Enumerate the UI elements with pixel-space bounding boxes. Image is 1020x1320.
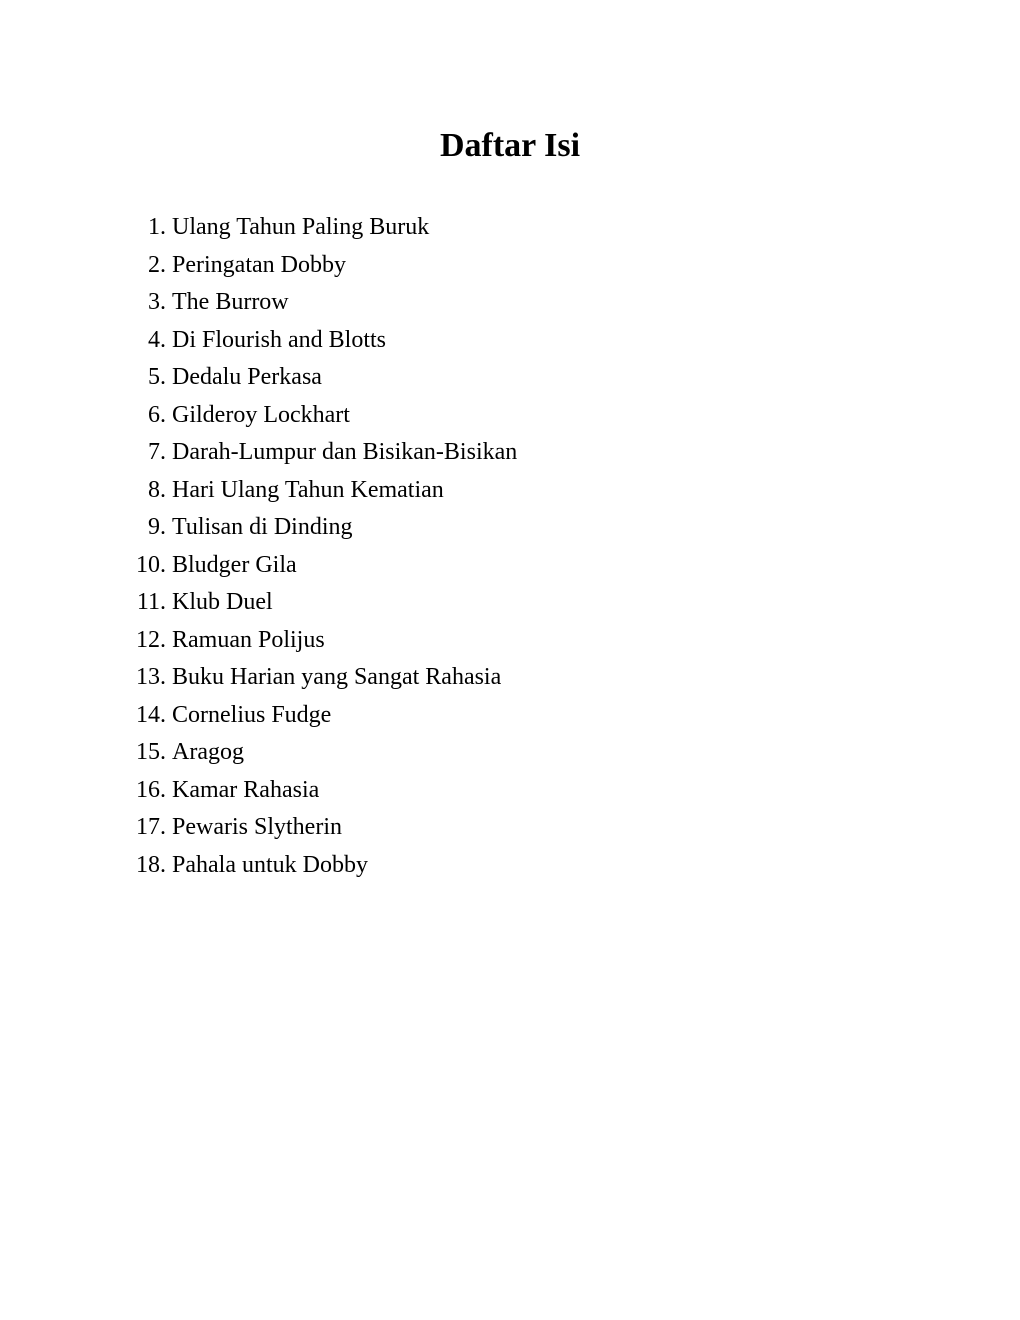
toc-item-number: 10. <box>136 551 166 578</box>
toc-item-number: 15. <box>136 739 166 765</box>
toc-item-label: Bludger Gila <box>172 551 297 578</box>
toc-item-label: Cornelius Fudge <box>172 701 332 728</box>
toc-item-number: 16. <box>136 776 166 803</box>
toc-item-label: Dedalu Perkasa <box>172 364 322 390</box>
toc-item-label: The Burrow <box>172 289 289 315</box>
toc-item-number: 1. <box>148 214 166 240</box>
toc-item-number: 7. <box>148 439 166 465</box>
toc-item-label: Pewaris Slytherin <box>172 814 342 840</box>
toc-item-number: 12. <box>136 626 166 653</box>
toc-item-label: Di Flourish and Blotts <box>172 326 387 353</box>
toc-item-label: Ramuan Polijus <box>172 626 325 653</box>
toc-item-number: 8. <box>148 476 166 503</box>
table-of-contents <box>120 209 880 884</box>
toc-item-12 <box>120 622 880 660</box>
toc-item-number: 5. <box>148 364 166 390</box>
toc-item-4 <box>120 322 880 360</box>
toc-item-number: 4. <box>148 326 166 353</box>
toc-item-9 <box>120 509 880 547</box>
toc-item-label: Ulang Tahun Paling Buruk <box>172 214 430 240</box>
toc-item-1 <box>120 209 880 247</box>
toc-item-number: 13. <box>136 664 166 690</box>
toc-item-number: 6. <box>148 401 166 428</box>
toc-item-16 <box>120 772 880 810</box>
toc-item-number: 11. <box>136 589 166 615</box>
toc-item-14 <box>120 697 880 735</box>
toc-item-number: 3. <box>148 289 166 315</box>
toc-item-label: Darah-Lumpur dan Bisikan-Bisikan <box>172 439 518 465</box>
toc-item-10 <box>120 547 880 585</box>
toc-item-18 <box>120 847 880 885</box>
toc-item-number: 9. <box>148 514 166 540</box>
toc-item-3 <box>120 284 880 322</box>
toc-item-label: Kamar Rahasia <box>172 776 320 803</box>
toc-item-label: Buku Harian yang Sangat Rahasia <box>172 664 502 690</box>
toc-item-number: 17. <box>136 814 166 840</box>
toc-item-7 <box>120 434 880 472</box>
toc-item-8 <box>120 472 880 510</box>
toc-item-15 <box>120 734 880 772</box>
toc-item-number: 14. <box>136 701 166 728</box>
toc-item-label: Pahala untuk Dobby <box>172 851 368 878</box>
toc-item-label: Aragog <box>172 739 244 765</box>
toc-item-label: Gilderoy Lockhart <box>172 401 350 428</box>
toc-item-13 <box>120 659 880 697</box>
page-title: Daftar Isi <box>439 127 581 164</box>
toc-item-label: Hari Ulang Tahun Kematian <box>172 476 444 503</box>
toc-item-label: Tulisan di Dinding <box>172 514 353 540</box>
toc-item-5 <box>120 359 880 397</box>
toc-item-number: 18. <box>136 851 166 878</box>
toc-item-17 <box>120 809 880 847</box>
toc-item-label: Peringatan Dobby <box>172 251 346 278</box>
toc-item-number: 2. <box>148 251 166 278</box>
toc-item-2 <box>120 247 880 285</box>
toc-item-6 <box>120 397 880 435</box>
toc-item-label: Klub Duel <box>172 589 273 615</box>
toc-item-11 <box>120 584 880 622</box>
